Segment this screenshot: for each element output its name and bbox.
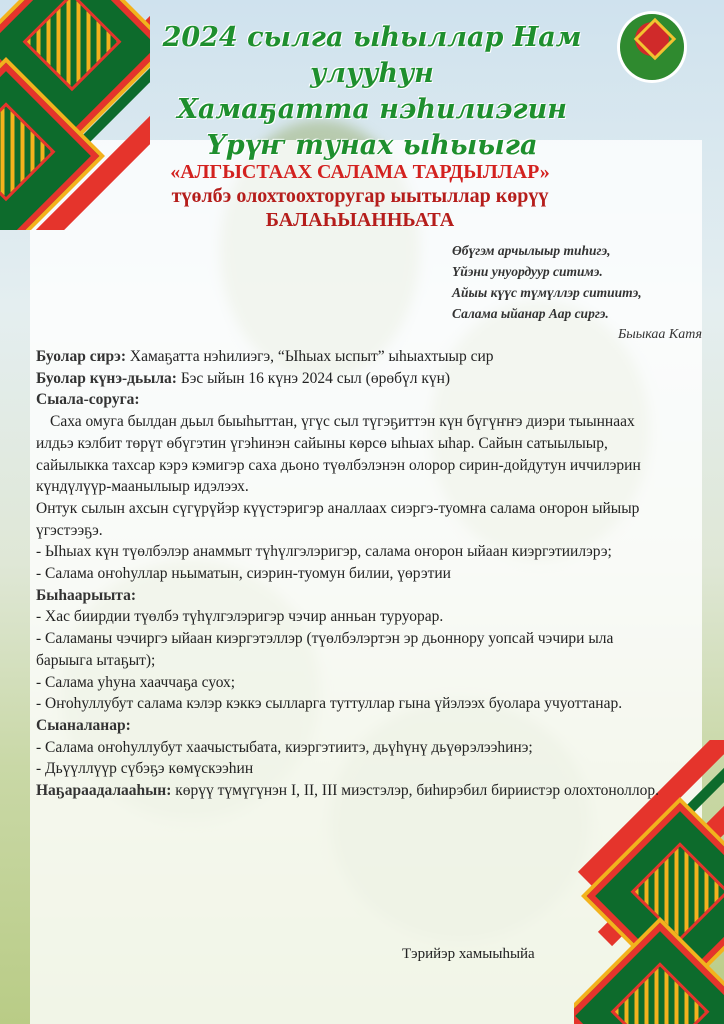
poem-author: Быыкаа Катя bbox=[617, 327, 702, 342]
place-row bbox=[36, 346, 666, 368]
date-label: Буолар күнэ-дьыла: bbox=[36, 369, 177, 387]
header-line-1: 2024 сылга ыһыллар Нам улууһун bbox=[162, 22, 582, 89]
municipal-emblem-icon bbox=[620, 14, 684, 80]
poem-line: Салама ыйанар Аар сиргэ. bbox=[452, 306, 609, 321]
header-line-2: Хамаҕатта нэһилиэгин bbox=[177, 94, 567, 125]
goal-heading: Сыала-соруга: bbox=[36, 391, 140, 409]
event-title-block bbox=[60, 160, 660, 232]
goal-item: - Ыһыах күн түөлбэлэр анаммыт түһүлгэлэригэр, салама оҥорон ыйаан киэргэтиилэрэ; bbox=[36, 543, 612, 561]
header-line-3: Үрүҥ тунах ыһыыга bbox=[206, 130, 538, 161]
evaluation-heading: Сыаналанар: bbox=[36, 716, 131, 734]
event-title: «АЛГЫСТААХ САЛАМА ТАРДЫЛЛАР» bbox=[170, 161, 550, 183]
conduct-item: - Оҥоһуллубут салама кэлэр кэккэ сылларга туттуллар гына үйэлээх буолара учуоттанар. bbox=[36, 695, 623, 713]
award-label: Наҕараадалааһын: bbox=[36, 782, 172, 800]
conduct-item: - Хас биирдии түөлбэ түһүлгэлэригэр чэчир анньан туруорар. bbox=[36, 608, 444, 626]
conduct-item: - Салама уһуна хааччаҕа суох; bbox=[36, 673, 236, 691]
evaluation-item: - Салама оҥоһуллубут хаачыстыбата, киэргэтиитэ, дьүһүнү дьүөрэлээһинэ; bbox=[36, 738, 533, 756]
regulation-body bbox=[36, 346, 666, 802]
conduct-item: - Саламаны чэчиргэ ыйаан киэргэтэллэр (түөлбэлэртэн эр дьоннору уопсай чэчири ыла барыыга ытаҕыт); bbox=[36, 630, 614, 669]
goal-paragraph: Онтук сылын ахсын сүгүрүйэр күүстэригэр аналлаах сиэргэ-туомҥа салама оҥорон ыйыыр үгэстээҕэ. bbox=[36, 499, 640, 539]
organizing-committee-signature: Тэрийэр хамыыһыйа bbox=[402, 946, 535, 962]
award-row bbox=[36, 780, 666, 802]
award-text: көрүү түмүгүнэн I, II, III миэстэлэр, биһирэбил бириистэр олохтоноллор. bbox=[175, 782, 660, 800]
poem-line: Айыы күүс түмүллэр ситиитэ, bbox=[452, 285, 642, 300]
date-row bbox=[36, 368, 666, 390]
goal-paragraph: Саха омуга былдан дьыл быыһыттан, үгүс сыл түгэҕиттэн күн бүгүҥҥэ диэри тыыннаах илдьэ кэлбит төрүт өбүгэтин үгэһинэн сайыны көрсө ыһыах ыһар. Сайын сатыылыыр, сайылыкка тахсар кэрэ кэмигэр саха дьоно түөлбэлэнэн олорор сирин-дойдутун иччилэрин күндүлүүр-маанылыыр идэлээх. bbox=[36, 413, 641, 496]
place-value: Хамаҕатта нэһилиэгэ, “Ыһыах ыспыт” ыһыахтыыр сир bbox=[129, 348, 494, 365]
epigraph-poem bbox=[452, 240, 702, 345]
place-label: Буолар сирэ: bbox=[36, 348, 127, 365]
evaluation-item: - Дьүүллүүр сүбэҕэ көмүскээһин bbox=[36, 760, 254, 778]
festival-header bbox=[132, 20, 612, 164]
date-value: Бэс ыйын 16 күнэ 2024 сыл (өрөбүл күн) bbox=[180, 369, 451, 387]
poem-line: Өбүгэм арчылыыр тиһигэ, bbox=[452, 243, 611, 258]
event-document-type: БАЛАҺЫАННЬАТА bbox=[265, 209, 455, 231]
poem-line: Үйэни унуордуур ситимэ. bbox=[452, 264, 603, 279]
conduct-heading: Быһаарыыта: bbox=[36, 586, 137, 604]
event-subtitle: түөлбэ олохтоохторугар ыытыллар көрүү bbox=[171, 185, 549, 207]
goal-item: - Салама оҥоһуллар ньыматын, сиэрин-туомун билии, үөрэтии bbox=[36, 565, 451, 583]
